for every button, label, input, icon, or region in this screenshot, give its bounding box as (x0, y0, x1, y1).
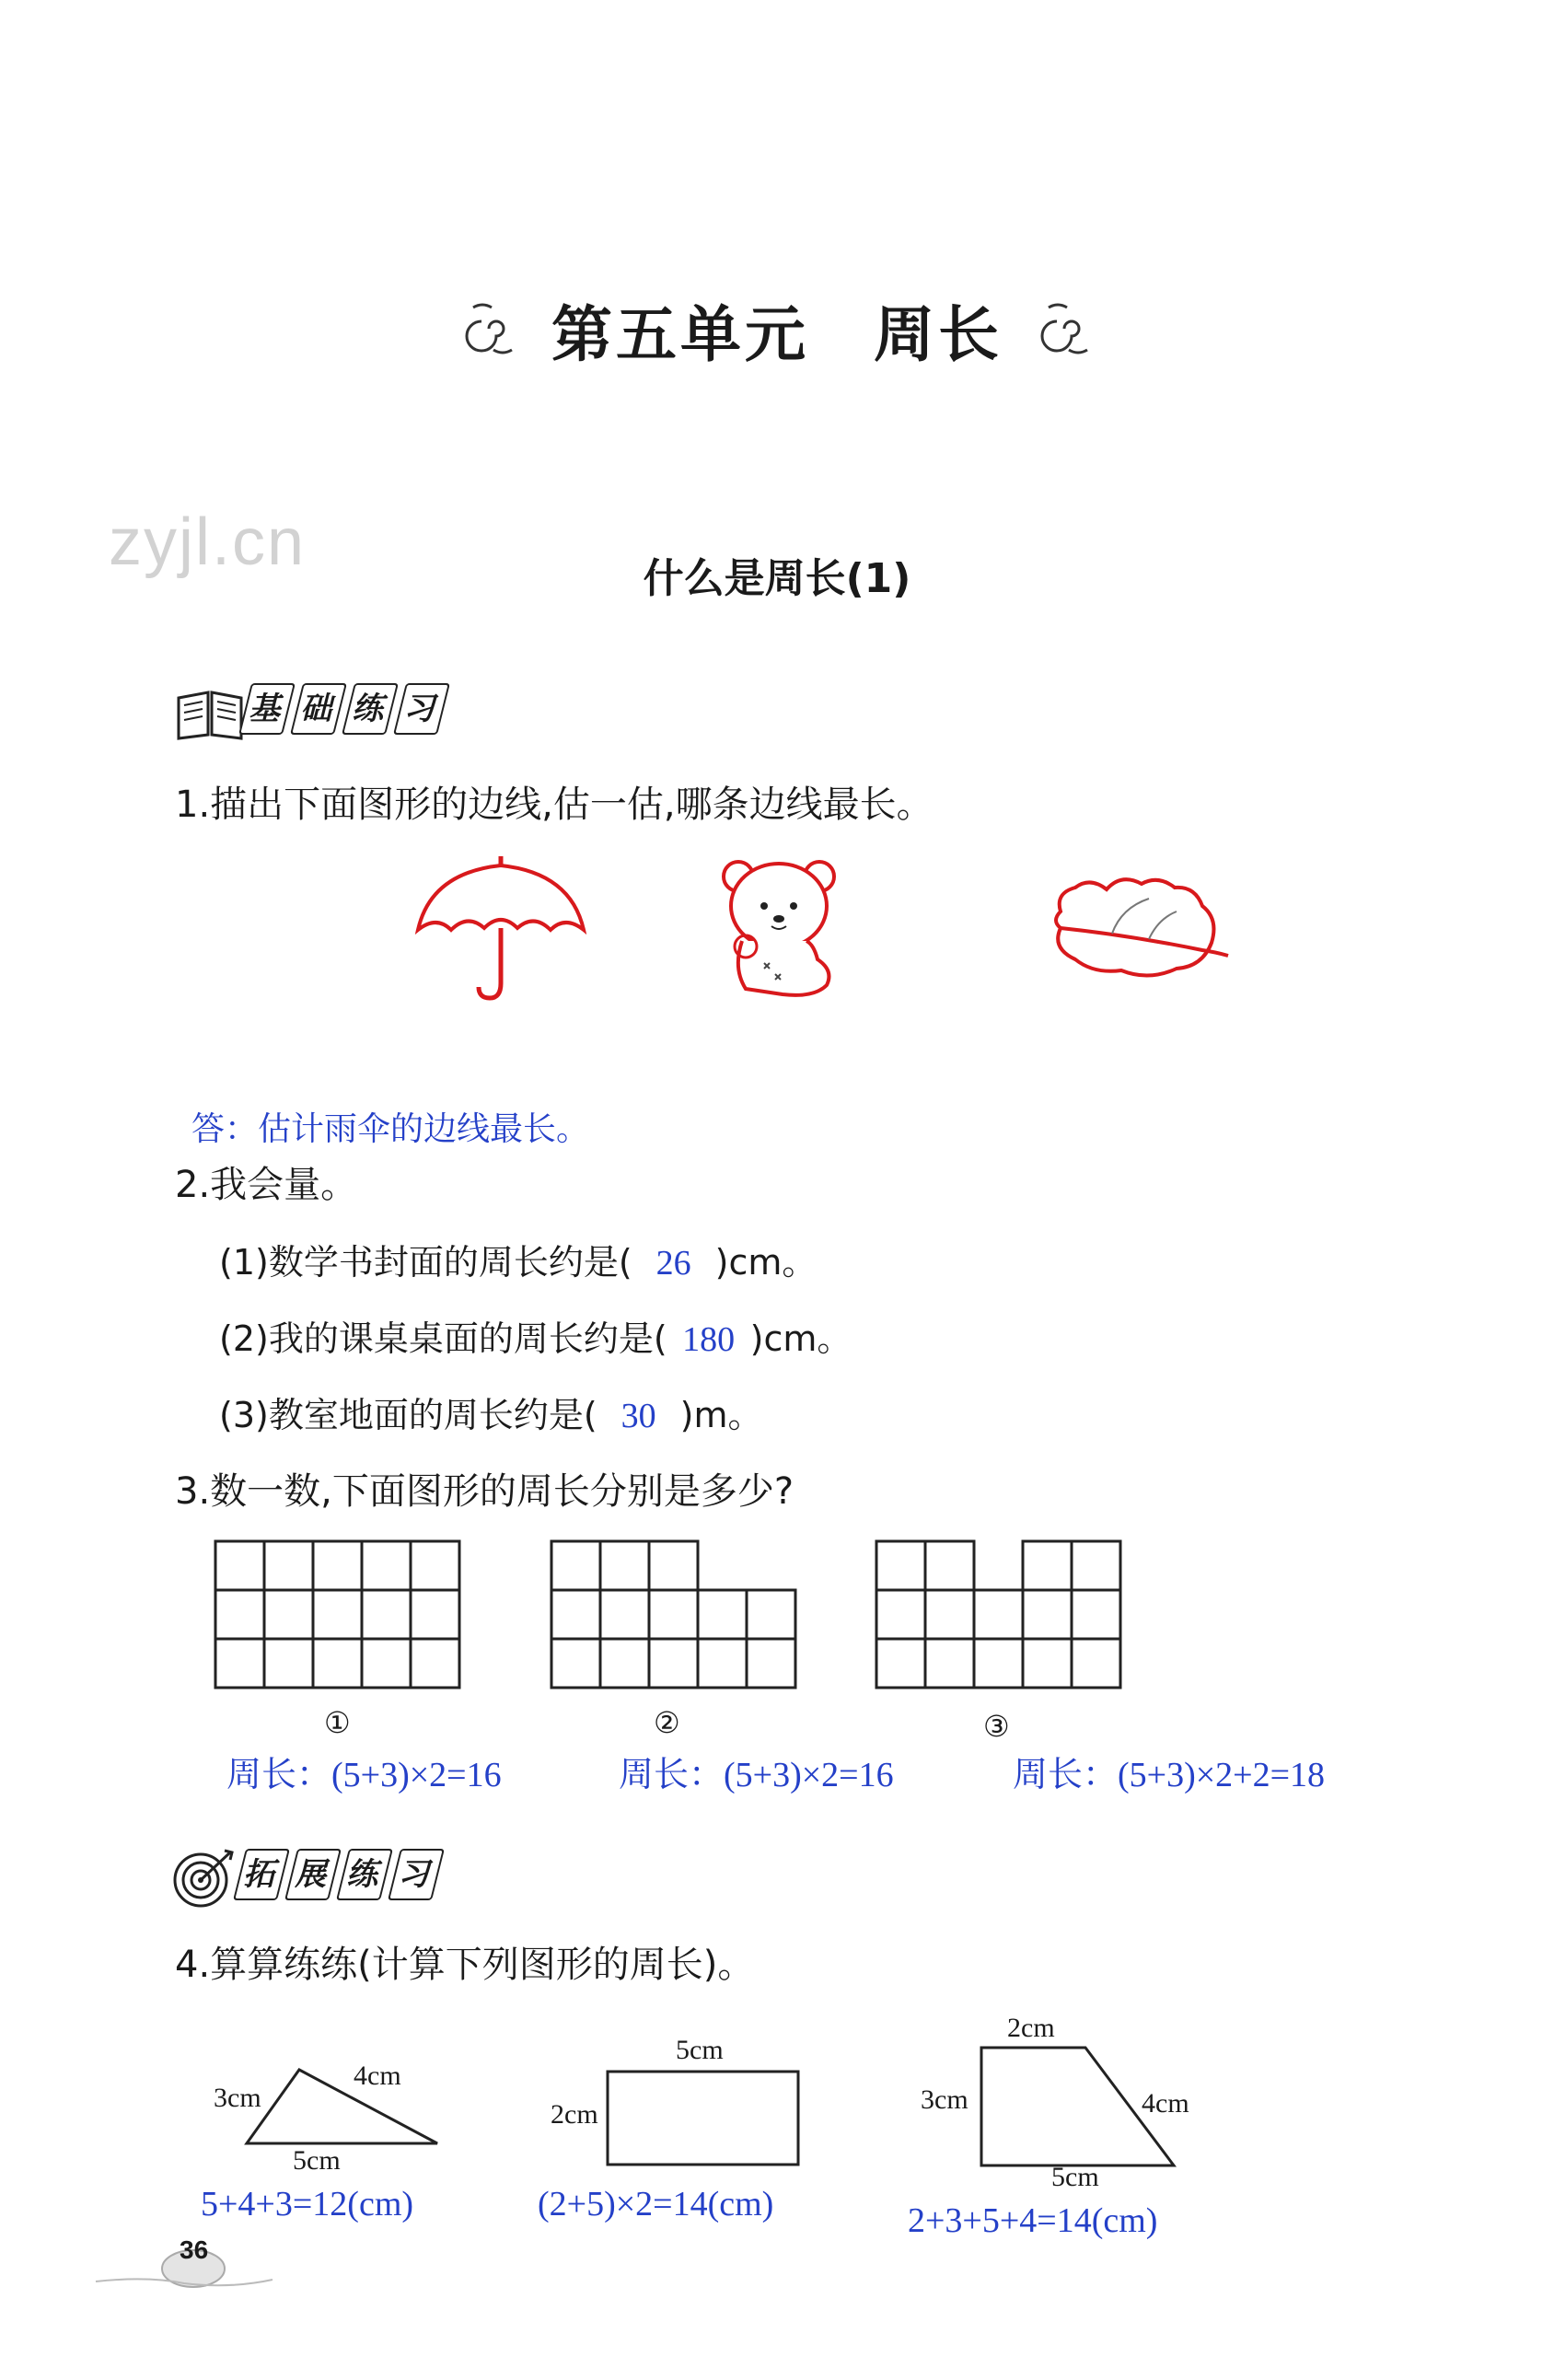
section-extended-char-3: 练 (336, 1849, 393, 1900)
triangle-left-label: 3cm (214, 2083, 261, 2113)
triangle-figure (244, 2064, 446, 2151)
rectangle-answer: (2+5)×2=14(cm) (538, 2185, 774, 2223)
section-basic-char-1: 基 (238, 683, 296, 735)
item-1-suffix: )cm。 (714, 1242, 818, 1283)
question-4: 4.算算练练(计算下列图形的周长)。 (175, 1944, 755, 1986)
grid-figure-3 (875, 1539, 1125, 1694)
question-2-item-1 (219, 1234, 817, 1284)
trapezoid-left-label: 3cm (921, 2084, 968, 2115)
section-basic-char-4: 习 (393, 683, 450, 735)
item-2-answer: 180 (682, 1320, 736, 1359)
teddy-bear-icon (718, 849, 847, 1007)
trapezoid-answer: 2+3+5+4=14(cm) (908, 2201, 1158, 2240)
question-2-item-2 (219, 1310, 852, 1361)
item-2-prefix: (2)我的课桌桌面的周长约是( (219, 1318, 667, 1359)
item-3-suffix: )m。 (679, 1395, 763, 1435)
question-3-answer-2: 周长：(5+3)×2=16 (619, 1756, 894, 1794)
item-2-suffix: )cm。 (749, 1318, 852, 1359)
figure-label-3: ③ (983, 1709, 1010, 1744)
swirl-ornament-right-icon (1036, 296, 1100, 361)
section-basic-practice (175, 679, 506, 744)
question-2: 2.我会量。 (175, 1164, 358, 1206)
triangle-right-label: 4cm (354, 2061, 401, 2091)
section-extended-char-1: 拓 (233, 1849, 290, 1900)
open-book-icon (175, 685, 245, 744)
trapezoid-right-label: 4cm (1142, 2088, 1189, 2119)
lesson-title: 什么是周长(1) (643, 555, 911, 602)
rectangle-figure (606, 2070, 801, 2171)
question-3: 3.数一数,下面图形的周长分别是多少? (175, 1470, 794, 1513)
leaf-icon (1048, 871, 1232, 987)
triangle-answer: 5+4+3=12(cm) (201, 2185, 414, 2223)
item-1-answer: 26 (655, 1244, 691, 1283)
item-3-prefix: (3)教室地面的周长约是( (219, 1395, 597, 1435)
item-3-answer: 30 (620, 1397, 656, 1435)
rectangle-left-label: 2cm (551, 2099, 598, 2130)
question-2-item-3 (219, 1387, 763, 1437)
figure-label-2: ② (654, 1705, 680, 1740)
unit-subtitle: 周长 (874, 298, 1003, 370)
item-1-prefix: (1)数学书封面的周长约是( (219, 1242, 632, 1283)
watermark: zyjl.cn (109, 505, 307, 579)
section-extended-char-4: 习 (388, 1849, 445, 1900)
target-icon (169, 1847, 239, 1911)
unit-title (0, 285, 1554, 373)
page-number: 36 (180, 2235, 209, 2264)
rectangle-top-label: 5cm (676, 2035, 724, 2065)
umbrella-icon (412, 854, 589, 1010)
question-1: 1.描出下面图形的边线,估一估,哪条边线最长。 (175, 784, 934, 826)
trapezoid-bottom-label: 5cm (1051, 2162, 1099, 2192)
question-1-answer: 答：估计雨伞的边线最长。 (191, 1110, 590, 1148)
section-extended-char-2: 展 (284, 1849, 342, 1900)
question-3-answer-1: 周长：(5+3)×2=16 (226, 1756, 502, 1794)
section-basic-char-3: 练 (342, 683, 399, 735)
unit-number: 第五单元 (551, 298, 809, 370)
triangle-bottom-label: 5cm (293, 2145, 341, 2176)
figure-label-1: ① (324, 1705, 351, 1740)
section-basic-char-2: 础 (290, 683, 347, 735)
section-extended-practice (169, 1845, 501, 1910)
grid-figure-2 (550, 1539, 800, 1694)
trapezoid-top-label: 2cm (1007, 2013, 1055, 2043)
grid-figure-1 (214, 1539, 464, 1694)
question-3-answer-3: 周长：(5+3)×2+2=18 (1013, 1756, 1326, 1794)
